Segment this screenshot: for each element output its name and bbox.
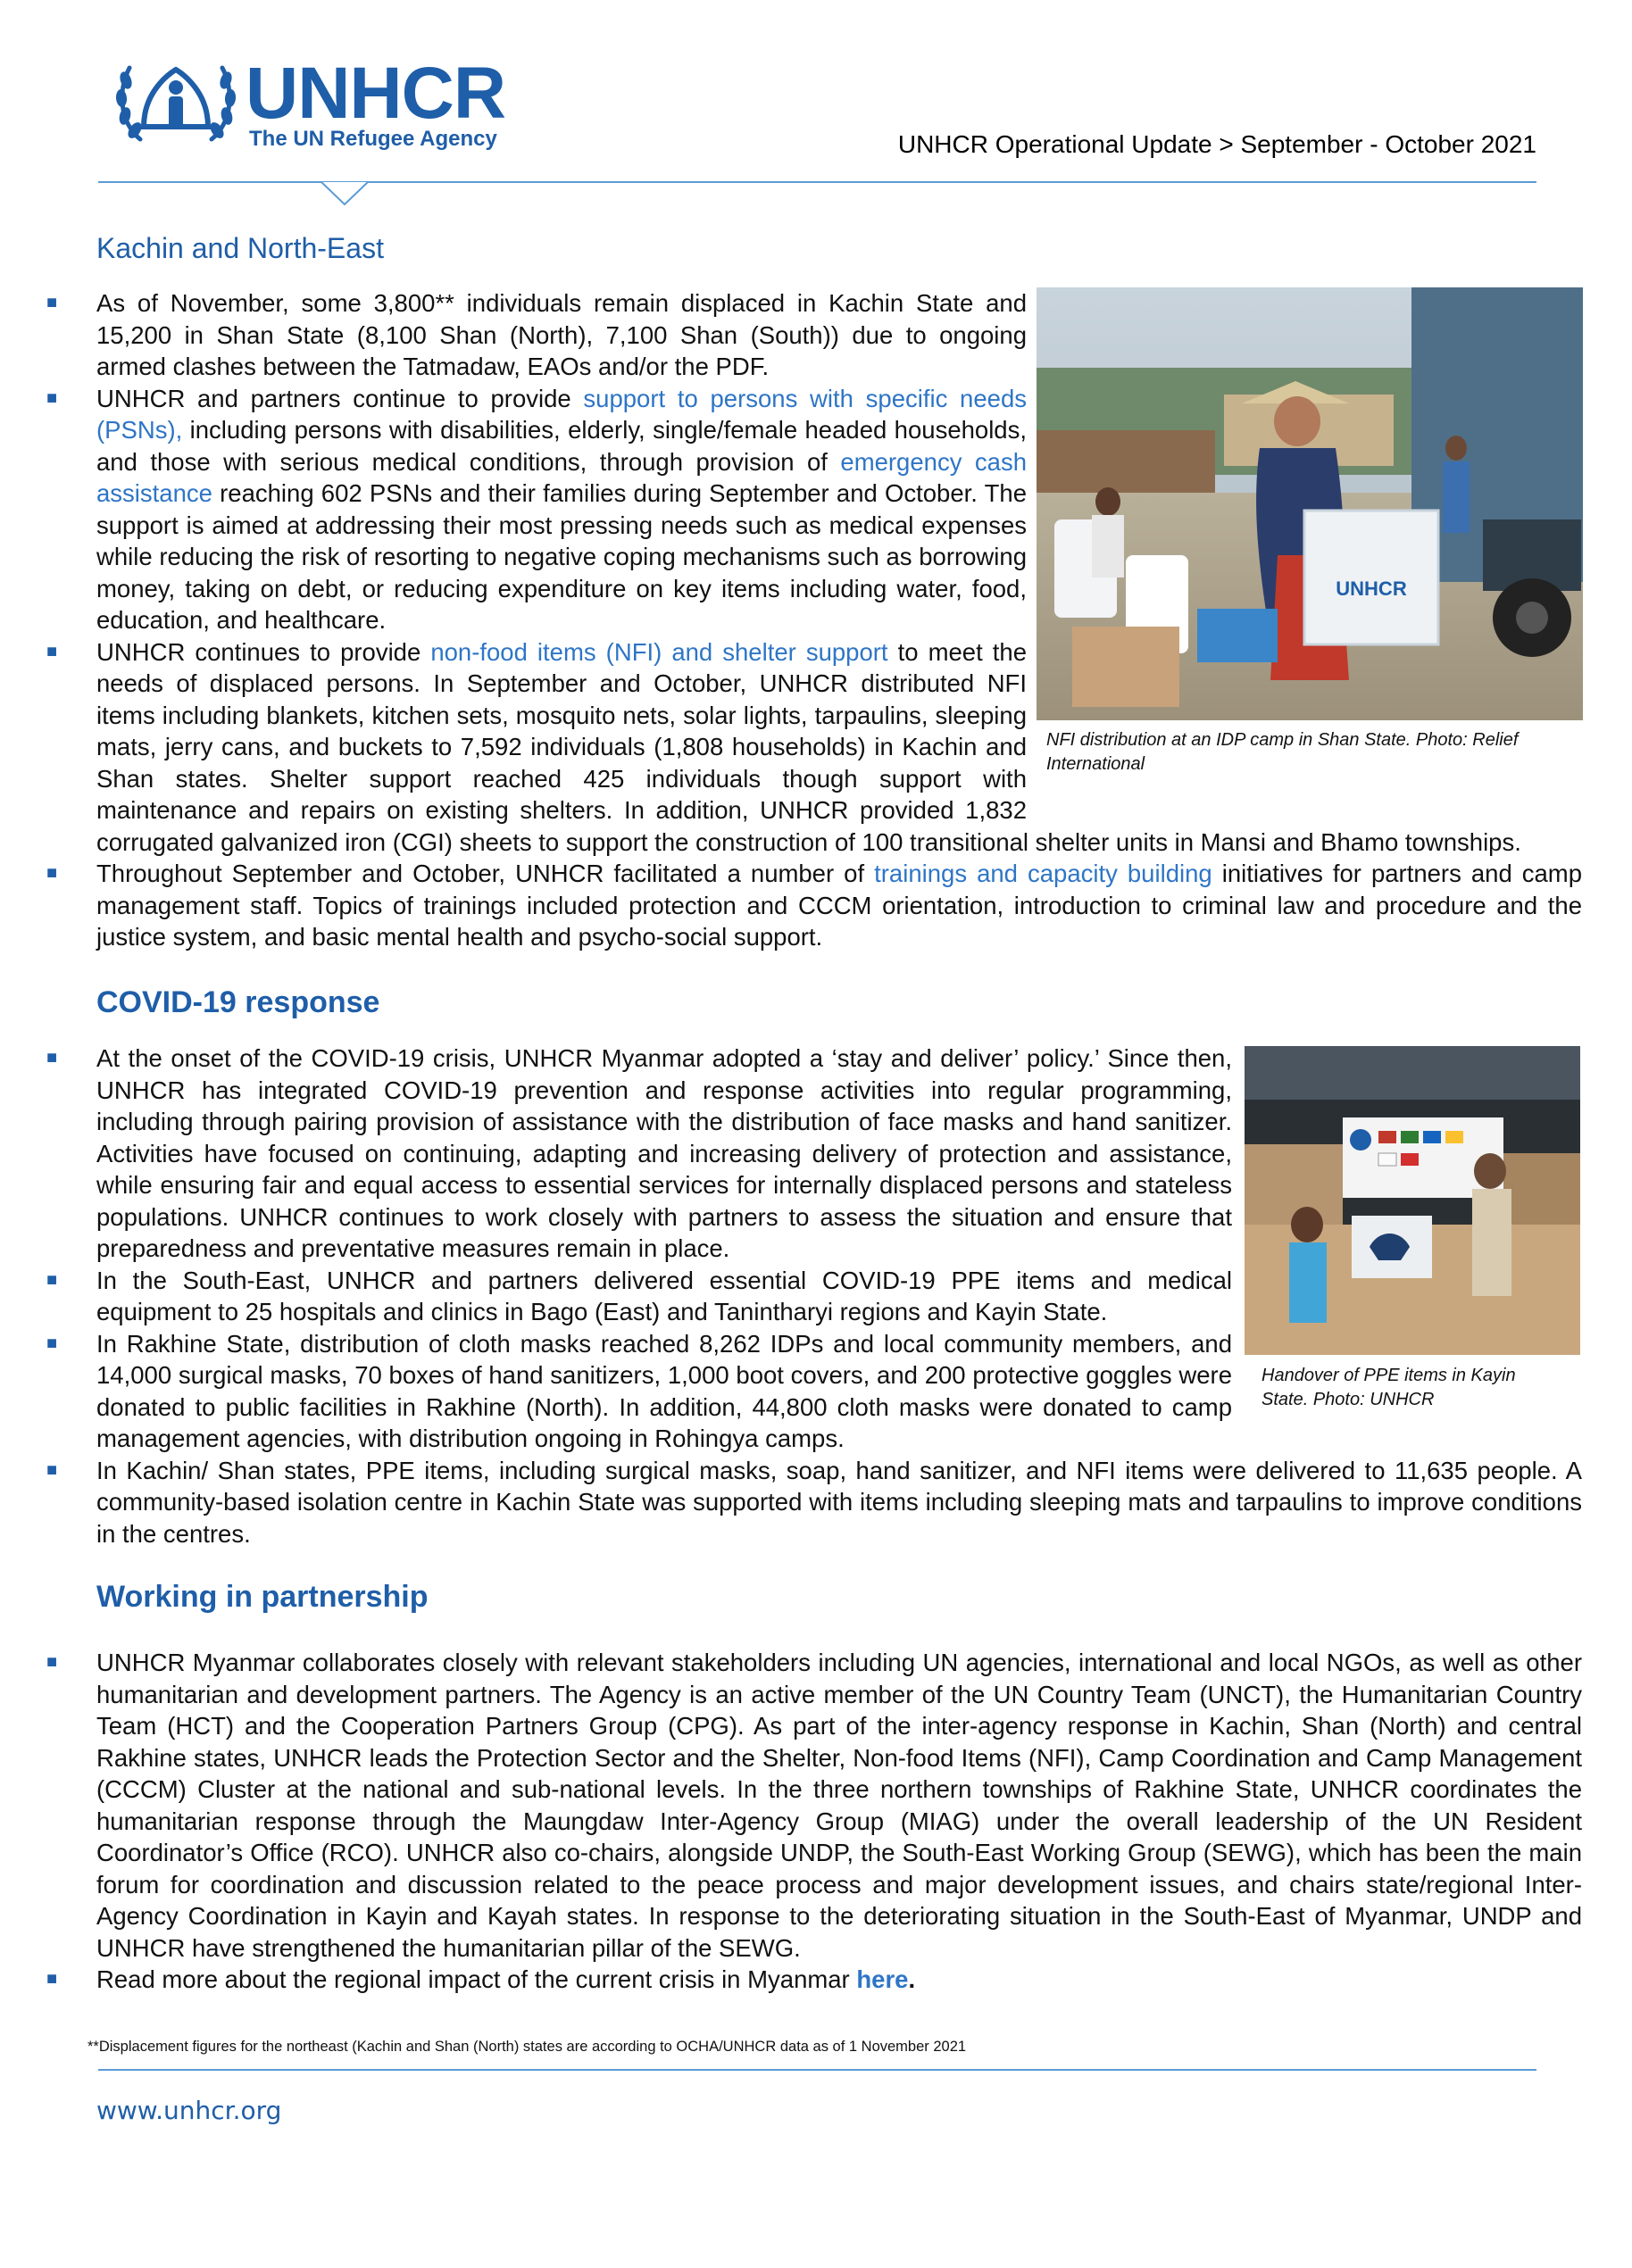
- section-heading-covid: COVID-19 response: [96, 985, 380, 1019]
- header-divider: [98, 181, 1536, 183]
- svg-text:UNHCR: UNHCR: [1336, 577, 1407, 600]
- list-item: [46, 1043, 1582, 1265]
- list-item-text: including persons with disabilities, elderly, single/female headed households, and those with serious medical conditions, through provision of: [96, 416, 1027, 476]
- unhcr-emblem-icon: [113, 52, 238, 150]
- unhcr-logo: [113, 52, 506, 151]
- list-item: [46, 1265, 1582, 1328]
- bullet-icon: ■: [46, 863, 58, 883]
- bullet-icon: ■: [46, 1652, 58, 1672]
- psn-support-link[interactable]: support to persons with specific needs (PSNs),: [96, 384, 1027, 444]
- bullet-list-kachin: [46, 287, 1582, 953]
- list-item-text: Throughout September and October, UNHCR facilitated a number of: [96, 860, 875, 887]
- list-item-text: reaching 602 PSNs and their families during September and October. The support is aimed at addressing their most pressing needs such as medical expenses while reducing the risk of resorting to negative coping mechanisms such as borrowing money, taking on debt, or reducing expenditure on key items including water, food, education, and healthcare.: [96, 479, 1027, 634]
- bullet-icon: ■: [46, 387, 58, 408]
- list-item-text: to meet the needs of displaced persons. In September and October, UNHCR distributed NFI items including blankets, kitchen sets, mosquito nets, solar lights, tarpaulins, sleeping mats, jerry cans, and buckets to 7,592 individuals (1,808 households) in Kachin and Shan states. Shelter support reached 425 individuals though support with maintenance and repairs on existing shelters. In addition, UNHCR provided 1,832 corrugated galvanized iron (CGI) sheets to support the construction of 100 transitional shelter units in Mansi and Bhamo townships.: [96, 637, 1521, 856]
- list-item: [46, 1328, 1582, 1455]
- list-item-text: In Rakhine State, distribution of cloth masks reached 8,262 IDPs and local community members, and 14,000 surgical masks, 70 boxes of hand sanitizers, 1,000 boot covers, and 200 protective goggles were donated to public facilities in Rakhine (North). In addition, 44,800 cloth masks were donated to camp management agencies, with distribution ongoing in Rohingya camps.: [96, 1329, 1232, 1452]
- cash-assistance-link[interactable]: emergency cash assistance: [96, 447, 1027, 507]
- bullet-icon: ■: [46, 1459, 58, 1480]
- bullet-list-covid: [46, 1043, 1582, 1549]
- list-item-text: UNHCR Myanmar collaborates closely with relevant stakeholders including UN agencies, international and local NGOs, as well as other humanitarian and development partners. The Agency is an active member of the UN Country Team (UNCT), the Humanitarian Country Team (HCT) and the Cooperation Partners Group (CPG). As part of the inter-agency response in Kachin, Shan (North) and central Rakhine states, UNHCR leads the Protection Sector and the Shelter, Non-food Items (NFI), Camp Coordination and Camp Management (CCCM) Cluster at the national and sub-national levels. In the three northern townships of Rakhine State, UNHCR coordinates the humanitarian response through the Maungdaw Inter-Agency Group (MIAG) under the overall leadership of the UN Resident Coordinator’s Office (RCO). UNHCR also co-chairs, alongside UNDP, the South-East Working Group (SEWG), which has been the main forum for coordination and discussion related to the peace process and major development issues, and chairs state/regional Inter-Agency Coordination in Kayin and Kayah states. In response to the deteriorating situation in the South-East of Myanmar, UNDP and UNHCR have strengthened the humanitarian pillar of the SEWG.: [96, 1649, 1582, 1962]
- footer-divider: [98, 2069, 1536, 2071]
- bullet-icon: ■: [46, 1048, 58, 1068]
- bullet-icon: ■: [46, 1333, 58, 1353]
- logo-wordmark: UNHCR: [246, 53, 506, 134]
- list-item-text: .: [908, 1965, 916, 1993]
- document-title: UNHCR Operational Update > September - October 2021: [897, 130, 1536, 158]
- nfi-shelter-link[interactable]: non-food items (NFI) and shelter support: [430, 637, 888, 666]
- list-item-text: Read more about the regional impact of the current crisis in Myanmar: [96, 1965, 857, 1993]
- list-item: [46, 383, 1582, 636]
- list-item: [46, 636, 1582, 859]
- bullet-list-partnership: [46, 1647, 1582, 1996]
- section-heading-kachin: Kachin and North-East: [96, 232, 384, 264]
- list-item-text: In the South-East, UNHCR and partners delivered essential COVID-19 PPE items and medical equipment to 25 hospitals and clinics in Bago (East) and Tanintharyi regions and Kayin State.: [96, 1266, 1232, 1325]
- bullet-icon: ■: [46, 1269, 58, 1290]
- list-item-text: initiatives for partners and camp management staff. Topics of trainings included protection and CCCM orientation, introduction to criminal law and procedure and the justice system, and basic mental health and psycho-social support.: [96, 860, 1582, 951]
- list-item: [46, 1455, 1582, 1550]
- list-item-text: UNHCR continues to provide: [96, 637, 431, 666]
- list-item: [46, 287, 1582, 383]
- photo-caption-nfi: NFI distribution at an IDP camp in Shan State. Photo: Relief International: [1046, 730, 1519, 774]
- bullet-icon: ■: [46, 293, 58, 312]
- read-more-here-link[interactable]: here: [856, 1965, 909, 1993]
- footnote: **Displacement figures for the northeast (Kachin and Shan (North) states are according to OCHA/UNHCR data as of 1 November 2021: [87, 2039, 967, 2055]
- list-item-text: At the onset of the COVID-19 crisis, UNHCR Myanmar adopted a ‘stay and deliver’ policy.’ Since then, UNHCR has integrated COVID-19 prevention and response activities into regular programming, including through pairing provision of assistance with the distribution of face masks and hand sanitizer. Activities have focused on continuing, adapting and increasing delivery of protection and assistance, while ensuring fair and equal access to essential services for internally displaced persons and stateless populations. UNHCR continues to work closely with partners to assess the situation and ensure that preparedness and preventative measures remain in place.: [96, 1044, 1232, 1262]
- footer-website-link[interactable]: www.unhcr.org: [96, 2096, 282, 2125]
- list-item-text: As of November, some 3,800** individuals remain displaced in Kachin State and 15,200 in Shan State (8,100 Shan (North), 7,100 Shan (South)) due to ongoing armed clashes between the Tatmadaw, EAOs and/or the PDF.: [96, 289, 1027, 380]
- list-item: [46, 858, 1582, 953]
- list-item: [46, 1647, 1582, 1964]
- bullet-icon: ■: [46, 641, 58, 661]
- bullet-icon: ■: [46, 1969, 58, 1989]
- list-item: [46, 1964, 1582, 1996]
- trainings-link[interactable]: trainings and capacity building: [874, 860, 1212, 887]
- logo-tagline: The UN Refugee Agency: [249, 127, 497, 151]
- photo-caption-ppe: Handover of PPE items in Kayin State. Photo: UNHCR: [1261, 1366, 1516, 1409]
- section-heading-partnership: Working in partnership: [96, 1580, 429, 1614]
- list-item-text: In Kachin/ Shan states, PPE items, including surgical masks, soap, hand sanitizer, and NFI items were delivered to 11,635 people. A community-based isolation centre in Kachin State was supported with items including sleeping mats and tarpaulins to improve conditions in the centres.: [96, 1456, 1582, 1548]
- header-notch-icon: [321, 181, 368, 206]
- list-item-text: UNHCR and partners continue to provide: [96, 384, 584, 412]
